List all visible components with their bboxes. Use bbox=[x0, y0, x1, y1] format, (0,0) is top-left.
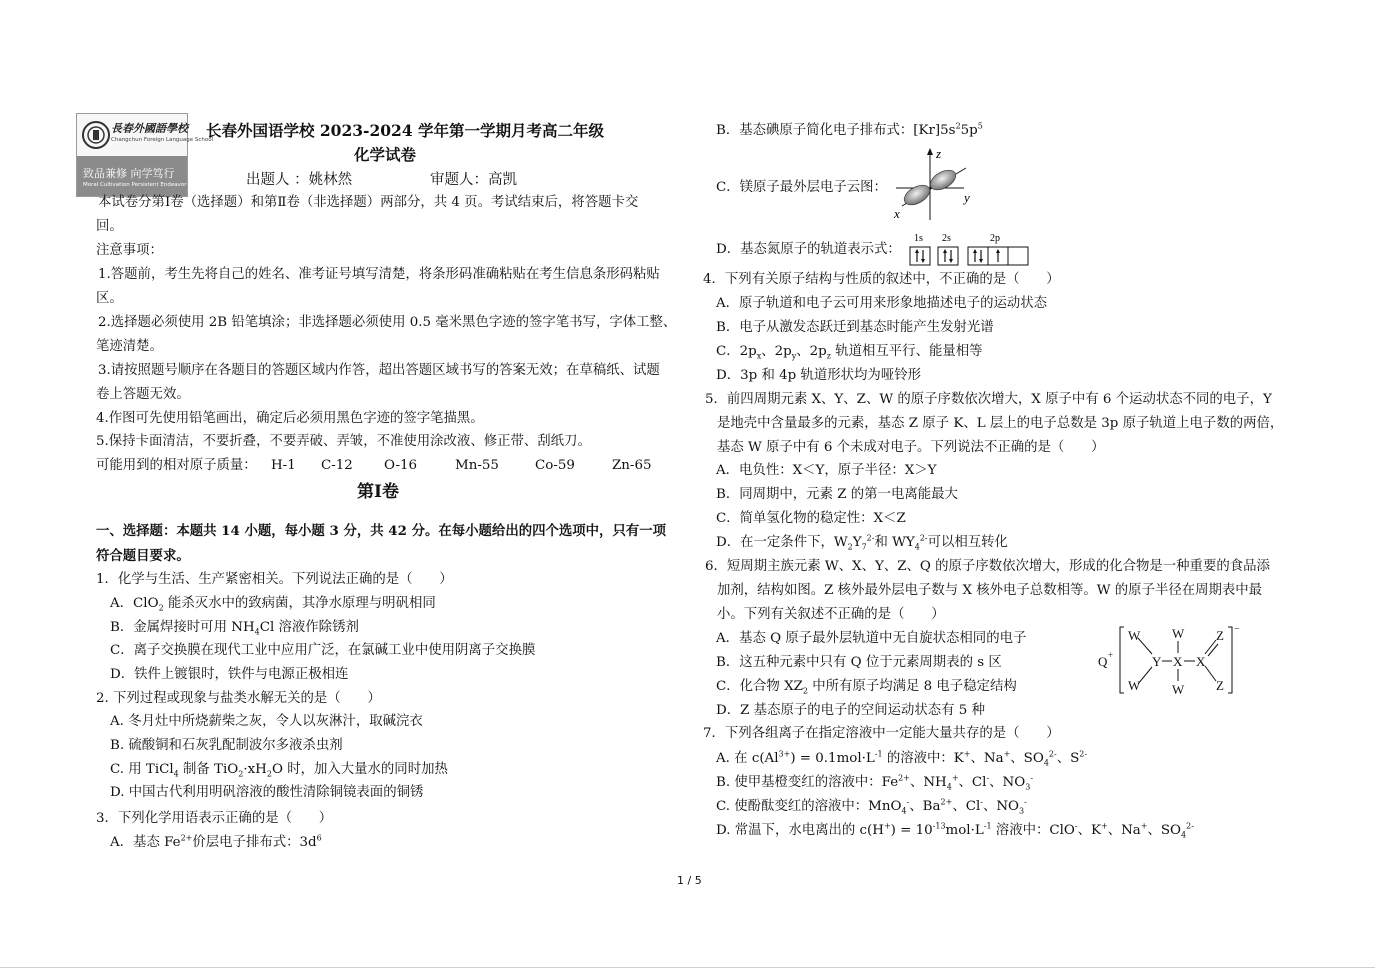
note-3b: 卷上答题无效。 bbox=[96, 387, 190, 402]
note-1a: 1.答题前，考生先将自己的姓名、准考证号填写清楚，将条形码准确粘贴在考生信息条形码粘贴 bbox=[98, 267, 660, 282]
q7-option-b: B. 使甲基橙变红的溶液中：$Fe^{2+}$、$NH_4^+$、Cl-、$NO_3^-$ bbox=[716, 773, 1034, 792]
note-3a: 3.请按照题号顺序在各题目的答题区域内作答，超出答题区域书写的答案无效；在草稿纸、试题 bbox=[98, 363, 660, 378]
mass-c: C-12 bbox=[321, 458, 353, 473]
q6-option-a: A．基态 Q 原子最外层轨道中无自旋状态相同的电子 bbox=[716, 631, 1027, 646]
q1-option-d: D．铁件上镀银时，铁件与电源正极相连 bbox=[110, 667, 349, 682]
q2-option-c: C. 用 TiCl$_4$ 制备 $TiO_2\cdot xH_2O$ 时，加入大量水的同时加热 bbox=[110, 762, 448, 779]
q2-option-d: D. 中国古代利用明矾溶液的酸性清除铜镜表面的铜锈 bbox=[110, 785, 424, 800]
q7-option-d: D. 常温下，水电离出的 $c(H^+) = 10^{-13}mol\cdot L^{-1}$ 溶液中：ClO-、K+、Na+、$SO_4^{2-}$ bbox=[716, 821, 1194, 840]
mass-zn: Zn-65 bbox=[612, 458, 652, 473]
q6-stem-2: 加剂，结构如图。Z 核外最外层电子数与 X 核外电子总数相等。W 的原子半径在周期表中最 bbox=[717, 583, 1263, 598]
note-5: 5.保持卡面清洁，不要折叠，不要弄破、弄皱，不准使用涂改液、修正带、刮纸刀。 bbox=[96, 434, 591, 449]
logo-top bbox=[77, 114, 214, 156]
struct-anion-charge: − bbox=[1234, 624, 1240, 635]
q1-option-a: A．ClO$_2$ 能杀灭水中的致病菌，其净水原理与明矾相同 bbox=[110, 596, 436, 613]
electron-cloud-figure bbox=[890, 146, 980, 224]
q7-option-c: C. 使酚酞变红的溶液中：MnO$_4$-、$Ba^{2+}$、Cl-、$NO_3^-$ bbox=[716, 797, 1027, 816]
struct-w-top-left: W bbox=[1128, 628, 1141, 643]
q3-option-c: C．镁原子最外层电子云图： bbox=[716, 180, 887, 195]
logo-name-cn: 長春外國語學校 bbox=[111, 122, 188, 135]
masses-label: 可能用到的相对原子质量： bbox=[96, 458, 257, 473]
q4-option-b: B．电子从激发态跃迁到基态时能产生发射光谱 bbox=[716, 320, 994, 335]
school-logo bbox=[76, 113, 214, 197]
note-4: 4.作图可先使用铅笔画出，确定后必须用黑色字迹的签字笔描黑。 bbox=[96, 411, 484, 426]
axis-z-label: z bbox=[936, 146, 942, 161]
author-name: 姚林然 bbox=[308, 172, 353, 188]
struct-y: Y bbox=[1152, 654, 1162, 669]
reviewer-line bbox=[430, 171, 517, 189]
q2-option-b: B. 硫酸铜和石灰乳配制波尔多液杀虫剂 bbox=[110, 738, 343, 753]
struct-w-bottom-left: W bbox=[1128, 678, 1141, 693]
part-heading: 第Ⅰ卷 bbox=[357, 482, 399, 502]
exam-subject: 化学试卷 bbox=[354, 145, 417, 164]
notes-title: 注意事项： bbox=[96, 243, 163, 258]
struct-z-top: Z bbox=[1216, 628, 1224, 643]
axis-x-label: x bbox=[894, 206, 900, 221]
exam-title: 长春外国语学校 2023-2024 学年第一学期月考高二年级 bbox=[206, 121, 605, 140]
q3-option-b: B．基态碘原子简化电子排布式：$[Kr]5s^25p^5$ bbox=[716, 121, 983, 138]
q5-stem-1: 5．前四周期元素 X、Y、Z、W 的原子序数依次增大，X 原子中有 6 个运动状态不同的电子，Y bbox=[705, 392, 1272, 407]
logo-name-en: Changchun Foreign Language School bbox=[111, 137, 214, 143]
q5-option-c: C．简单氢化物的稳定性：X＜Z bbox=[716, 511, 906, 526]
struct-z-bottom: Z bbox=[1216, 678, 1224, 693]
q7-option-a: A. 在 $c(Al^{3+}) = 0.1mol\cdot L^{-1}$ 的溶液中：K+、Na+、$SO_4^{2-}$、$S^{2-}$ bbox=[716, 749, 1088, 768]
q4-stem: 4．下列有关原子结构与性质的叙述中，不正确的是（ ） bbox=[703, 272, 1060, 287]
orbital-label-1s: 1s bbox=[914, 233, 923, 244]
struct-q-charge: + bbox=[1108, 650, 1114, 660]
q6-option-c: C．化合物 $XZ_2$ 中所有原子均满足 8 电子稳定结构 bbox=[716, 679, 1017, 696]
q6-option-b: B．这五种元素中只有 Q 位于元素周期表的 s 区 bbox=[716, 655, 1002, 670]
note-1b: 区。 bbox=[96, 291, 123, 306]
q2-option-a: A. 冬月灶中所烧薪柴之灰，令人以灰淋汁，取碱浣衣 bbox=[110, 714, 423, 729]
q5-option-d: D．在一定条件下，$W_2Y_7^{2-}$和 $WY_4^{2-}$可以相互转化 bbox=[716, 533, 1008, 552]
q5-option-b: B．同周期中，元素 Z 的第一电离能最大 bbox=[716, 487, 958, 502]
author-line bbox=[246, 171, 352, 189]
q5-stem-3: 基态 W 原子中有 6 个未成对电子。下列说法不正确的是（ ） bbox=[717, 440, 1105, 455]
q3-option-a: A．基态 $Fe^{2+}$价层电子排布式：$3d^6$ bbox=[110, 833, 322, 850]
q4-option-a: A．原子轨道和电子云可用来形象地描述电子的运动状态 bbox=[716, 296, 1048, 311]
mass-mn: Mn-55 bbox=[455, 458, 499, 473]
mass-h: H-1 bbox=[271, 458, 296, 473]
struct-q: Q bbox=[1098, 654, 1108, 669]
q6-stem-3: 小。下列有关叙述不正确的是（ ） bbox=[717, 607, 945, 622]
section-instructions-b: 符合题目要求。 bbox=[96, 548, 190, 564]
q3-option-d: D．基态氮原子的轨道表示式： bbox=[716, 242, 901, 257]
intro-line-2: 回。 bbox=[96, 219, 123, 234]
q4-option-c: C．$2p_x$、$2p_y$、$2p_z$ 轨道相互平行、能量相等 bbox=[716, 344, 983, 361]
mass-co: Co-59 bbox=[535, 458, 575, 473]
struct-x-left: X bbox=[1173, 654, 1183, 669]
axis-y-label: y bbox=[964, 190, 970, 205]
logo-motto-cn: 致品兼修 向学笃行 bbox=[83, 167, 175, 180]
note-2b: 笔迹清楚。 bbox=[96, 339, 163, 354]
struct-x-right: X bbox=[1196, 654, 1206, 669]
school-emblem-icon bbox=[81, 118, 111, 152]
q2-stem: 2. 下列过程或现象与盐类水解无关的是（ ） bbox=[96, 691, 381, 706]
q5-stem-2: 是地壳中含量最多的元素，基态 Z 原子 K、L 层上的电子总数是 3p 原子轨道上电子数的两倍， bbox=[717, 416, 1284, 431]
note-2a: 2.选择题必须使用 2B 铅笔填涂；非选择题必须使用 0.5 毫米黑色字迹的签字笔书写，字体工整、 bbox=[98, 315, 677, 330]
section-instructions-a: 一、选择题：本题共 14 小题，每小题 3 分，共 42 分。在每小题给出的四个选项中，只有一项 bbox=[96, 523, 667, 539]
orbital-box-diagram bbox=[908, 231, 1032, 269]
q7-stem: 7．下列各组离子在指定溶液中一定能大量共存的是（ ） bbox=[703, 726, 1060, 741]
page-number: 1 / 5 bbox=[677, 874, 702, 887]
q6-option-d: D．Z 基态原子的电子的空间运动状态有 5 种 bbox=[716, 703, 985, 718]
structure-formula-diagram bbox=[1094, 623, 1246, 699]
struct-w-bottom-mid: W bbox=[1172, 682, 1185, 697]
q3-stem: 3．下列化学用语表示正确的是（ ） bbox=[96, 811, 333, 826]
reviewer-label: 审题人： bbox=[430, 172, 488, 188]
logo-motto-en: Moral Cultivation Persistent Endeavor bbox=[83, 182, 187, 188]
orbital-label-2p: 2p bbox=[990, 233, 1000, 244]
q6-stem-1: 6．短周期主族元素 W、X、Y、Z、Q 的原子序数依次增大，形成的化合物是一种重要的食品添 bbox=[705, 559, 1270, 574]
orbital-label-2s: 2s bbox=[942, 233, 951, 244]
mass-o: O-16 bbox=[384, 458, 418, 473]
intro-line-1: 本试卷分第Ⅰ卷（选择题）和第Ⅱ卷（非选择题）两部分，共 4 页。考试结束后，将答题卡交 bbox=[98, 195, 639, 210]
page-bottom-divider bbox=[0, 967, 1375, 968]
q1-stem: 1．化学与生活、生产紧密相关。下列说法正确的是（ ） bbox=[96, 572, 453, 587]
logo-motto-band bbox=[77, 156, 187, 196]
q5-option-a: A．电负性：X＜Y，原子半径：X＞Y bbox=[716, 463, 937, 478]
reviewer-name: 高凯 bbox=[488, 172, 517, 188]
q1-option-b: B．金属焊接时可用 $NH_4Cl$ 溶液作除锈剂 bbox=[110, 620, 359, 637]
q1-option-c: C．离子交换膜在现代工业中应用广泛，在氯碱工业中使用阴离子交换膜 bbox=[110, 643, 536, 658]
author-label: 出题人 ： bbox=[246, 172, 309, 188]
struct-w-top-mid: W bbox=[1172, 626, 1185, 641]
q4-option-d: D．3p 和 4p 轨道形状均为哑铃形 bbox=[716, 368, 921, 383]
